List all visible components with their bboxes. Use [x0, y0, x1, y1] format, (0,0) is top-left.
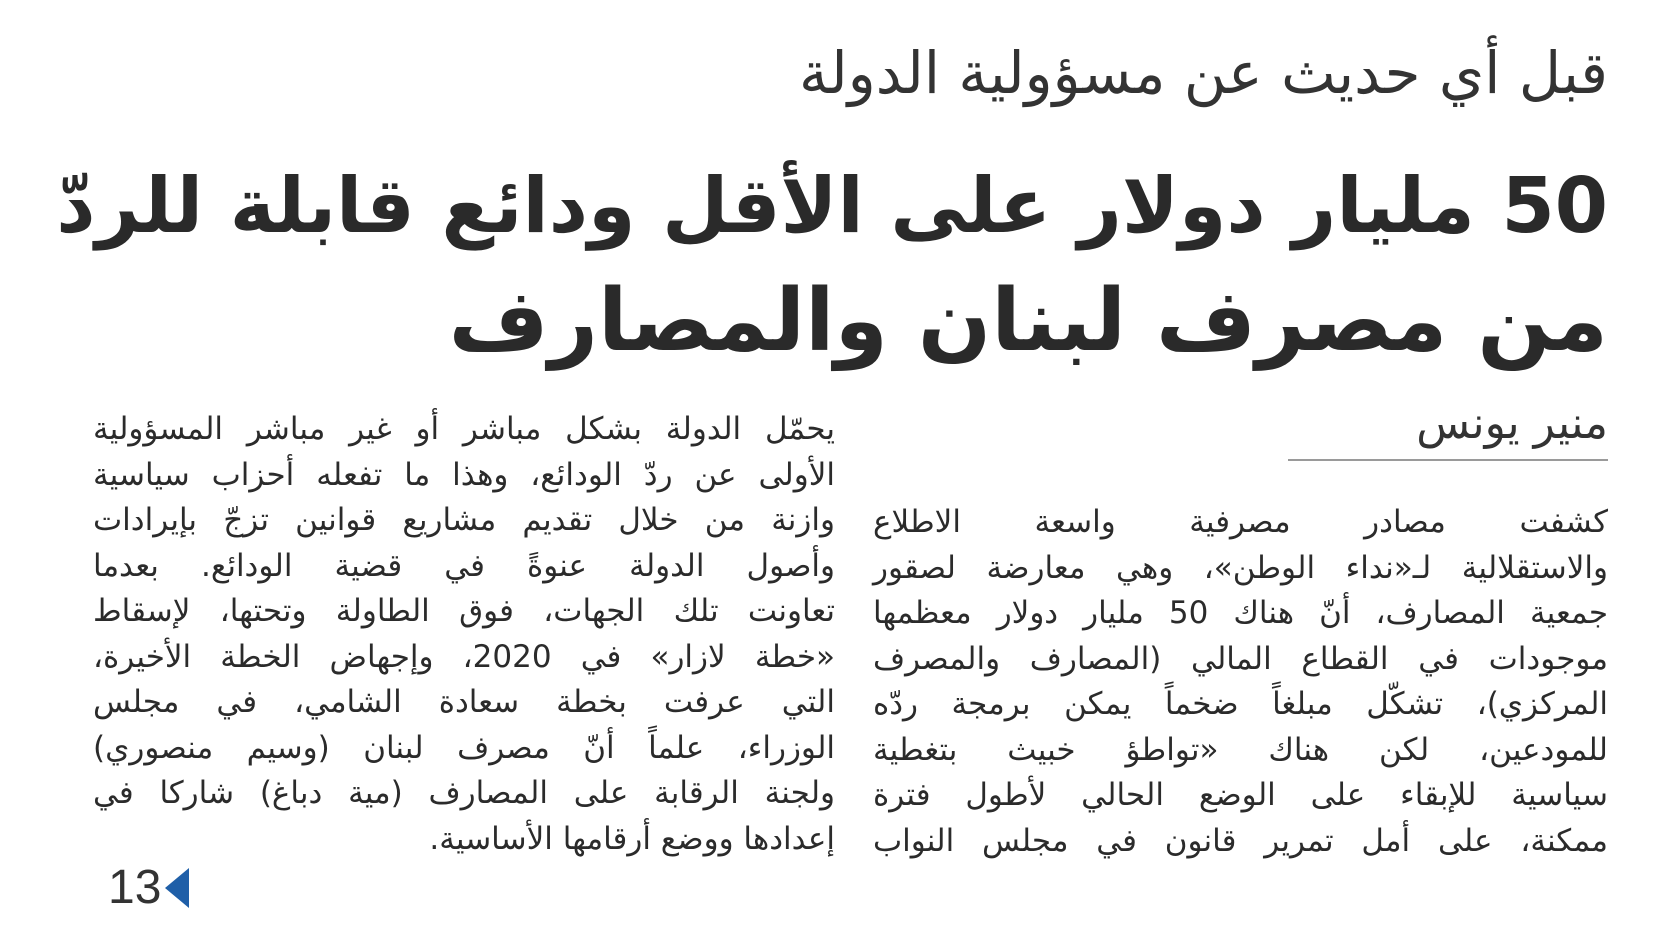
page-folio: [108, 860, 189, 915]
body-line: يحمّل الدولة بشكل مباشر أو غير مباشر المسؤولية: [93, 411, 835, 447]
body-line: كشفت مصادر مصرفية واسعة الاطلاع: [873, 504, 1608, 540]
body-line: الأولى عن ردّ الودائع، وهذا ما تفعله أحزاب سياسية: [93, 456, 835, 493]
body-line: «خطة لازار» في 2020، وإجهاض الخطة الأخيرة،: [93, 638, 835, 675]
page-number: 13: [108, 861, 162, 914]
body-line: للمودعين، لكن هناك «تواطؤ خبيث بتغطية: [873, 731, 1608, 768]
body-line: ولجنة الرقابة على المصارف (مية دباغ) شاركا في: [93, 775, 835, 811]
body-line: جمعية المصارف، أنّ هناك 50 مليار دولار معظمها: [873, 595, 1608, 631]
article-column-left: [93, 407, 835, 862]
body-line: تعاونت تلك الجهات، فوق الطاولة وتحتها، لإسقاط: [93, 593, 835, 629]
body-line: الوزراء، علماً أنّ مصرف لبنان (وسيم منصوري): [93, 729, 835, 766]
body-line: وأصول الدولة عنوةً في قضية الودائع. بعدما: [93, 547, 835, 584]
body-line-last: إعدادها ووضع أرقامها الأساسية.: [429, 820, 835, 857]
body-line: وازنة من خلال تقديم مشاريع قوانين تزجّ بإيرادات: [93, 502, 835, 538]
article-headline: [48, 150, 1608, 378]
body-line: ممكنة، على أمل تمرير قانون في مجلس النواب: [873, 822, 1608, 859]
article-kicker: قبل أي حديث عن مسؤولية الدولة: [798, 39, 1608, 107]
author-byline: منير يونس: [1288, 398, 1608, 461]
headline-line-2: من مصرف لبنان والمصارف: [448, 271, 1608, 371]
body-line: والاستقلالية لـ«نداء الوطن»، وهي معارضة لصقور: [873, 549, 1608, 586]
body-line: سياسية للإبقاء على الوضع الحالي لأطول فترة: [873, 777, 1608, 813]
headline-line-1: 50 مليار دولار على الأقل ودائع قابلة للردّ: [56, 162, 1608, 251]
triangle-left-icon: [165, 868, 189, 908]
body-line: التي عرفت بخطة سعادة الشامي، في مجلس: [93, 684, 835, 720]
body-line: موجودات في القطاع المالي (المصارف والمصرف: [873, 640, 1608, 677]
article-column-right: [873, 500, 1608, 864]
body-line: المركزي)، تشكّل مبلغاً ضخماً يمكن برمجة ردّه: [873, 686, 1608, 722]
